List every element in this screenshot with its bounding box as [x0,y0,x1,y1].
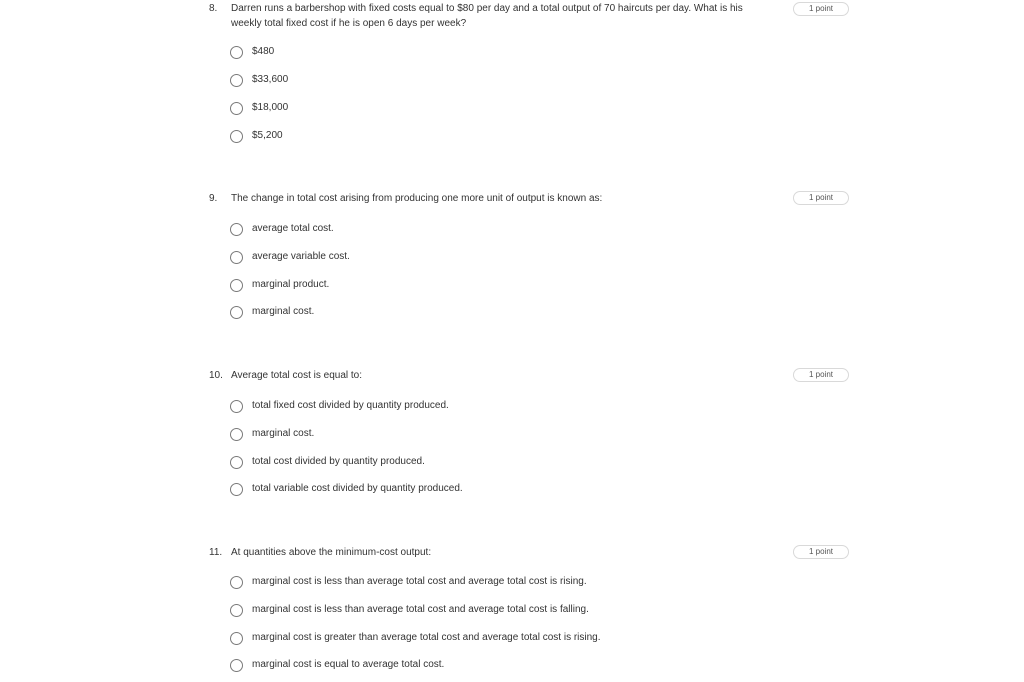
answer-option[interactable] [230,128,283,144]
radio-button[interactable] [230,46,243,59]
answer-option-label: marginal cost. [252,428,315,439]
radio-button[interactable] [230,74,243,87]
answer-option[interactable] [230,574,587,590]
radio-button[interactable] [230,223,243,236]
question-text: At quantities above the minimum-cost output: [231,547,432,558]
points-badge: 1 point [793,368,849,382]
answer-option-label: marginal cost is equal to average total cost. [252,659,445,670]
answer-option[interactable] [230,221,334,237]
question-number: 10. [209,370,223,381]
question-text: Darren runs a barbershop with fixed costs equal to $80 per day and a total output of 70 haircuts per day. What is his weekly total fixed cost if he is open 6 days per week? [231,3,743,29]
answer-option[interactable] [230,602,589,618]
answer-option-label: $480 [252,46,275,57]
answer-option-label: $33,600 [252,74,289,85]
answer-option-label: total variable cost divided by quantity produced. [252,483,463,494]
answer-option-label: $5,200 [252,130,283,141]
radio-button[interactable] [230,130,243,143]
radio-button[interactable] [230,428,243,441]
radio-button[interactable] [230,251,243,264]
answer-option-label: total fixed cost divided by quantity produced. [252,400,449,411]
radio-button[interactable] [230,483,243,496]
radio-button[interactable] [230,456,243,469]
radio-button[interactable] [230,279,243,292]
answer-option[interactable] [230,249,350,265]
question-text: The change in total cost arising from producing one more unit of output is known as: [231,193,603,204]
answer-option[interactable] [230,398,449,414]
answer-option-label: average variable cost. [252,251,350,262]
answer-option-label: marginal product. [252,279,330,290]
radio-button[interactable] [230,576,243,589]
answer-option-label: average total cost. [252,223,334,234]
answer-option[interactable] [230,277,329,293]
answer-option-label: $18,000 [252,102,289,113]
answer-option-label: total cost divided by quantity produced. [252,456,425,467]
answer-option-label: marginal cost. [252,306,315,317]
radio-button[interactable] [230,632,243,645]
answer-option-label: marginal cost is less than average total cost and average total cost is falling. [252,604,589,615]
answer-option[interactable] [230,72,288,88]
radio-button[interactable] [230,400,243,413]
points-badge: 1 point [793,2,849,16]
points-badge: 1 point [793,545,849,559]
radio-button[interactable] [230,604,243,617]
radio-button[interactable] [230,659,243,672]
answer-option[interactable] [230,481,463,497]
answer-option[interactable] [230,44,274,60]
answer-option[interactable] [230,630,601,646]
question-number: 9. [209,193,218,204]
question-number: 11. [209,547,223,558]
answer-option[interactable] [230,454,425,470]
answer-option[interactable] [230,657,444,673]
question-text: Average total cost is equal to: [231,370,363,381]
answer-option[interactable] [230,100,288,116]
radio-button[interactable] [230,306,243,319]
answer-option[interactable] [230,304,314,320]
answer-option[interactable] [230,426,314,442]
radio-button[interactable] [230,102,243,115]
points-badge: 1 point [793,191,849,205]
answer-option-label: marginal cost is less than average total cost and average total cost is rising. [252,576,587,587]
answer-option-label: marginal cost is greater than average total cost and average total cost is rising. [252,632,601,643]
question-number: 8. [209,3,218,14]
